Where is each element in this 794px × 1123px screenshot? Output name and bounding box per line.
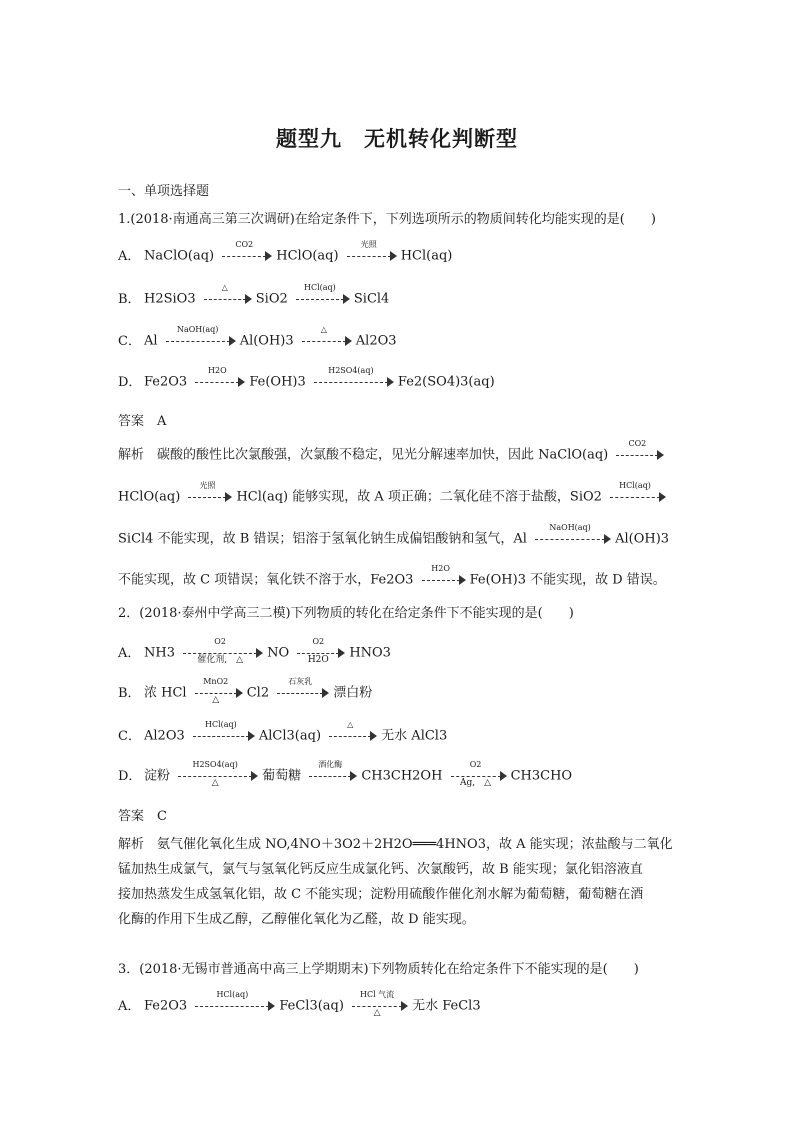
condition: HCl(aq) <box>303 283 336 292</box>
explanation-text: SiCl4 不能实现，故 B 错误；铝溶于氢氧化钠生成偏铝酸钠和氢气，Al <box>118 531 527 547</box>
substance: Al2O3 <box>144 728 185 744</box>
q2-answer: 答案 C <box>118 809 167 824</box>
q1-answer: 答案 A <box>118 414 167 429</box>
reaction-arrow <box>347 240 397 266</box>
substance: HNO3 <box>349 645 391 661</box>
substance: Fe2O3 <box>144 998 188 1014</box>
condition: 催化剂, △ <box>197 655 244 665</box>
condition: NaOH(aq) <box>176 325 219 334</box>
reaction-arrow <box>302 325 352 351</box>
reaction-arrow <box>297 637 345 665</box>
q1-option-b <box>118 283 390 310</box>
condition: H2O <box>208 366 227 375</box>
q2-option-d <box>118 760 573 788</box>
option-label: A． <box>118 248 141 264</box>
condition: HCl(aq) <box>216 990 249 999</box>
q1-stem: 1.(2018·南通高三第三次调研)在给定条件下，下列选项所示的物质间转化均能实现的是( ) <box>118 212 656 227</box>
section-heading: 一、单项选择题 <box>118 184 210 199</box>
substance: Al <box>144 333 158 349</box>
condition: H2O <box>307 655 329 665</box>
option-label: A． <box>118 998 141 1014</box>
condition: △ <box>347 720 354 729</box>
substance: 无水 FeCl3 <box>412 998 481 1014</box>
condition: CO2 <box>628 439 647 448</box>
substance: Al2O3 <box>355 333 397 349</box>
explanation-text: 解析 碳酸的酸性比次氯酸强，次氯酸不稳定，见光分解速率加快，因此 NaClO(aq) <box>118 447 609 463</box>
reaction-arrow <box>616 439 664 465</box>
q1-explanation-line3 <box>118 523 670 550</box>
reaction-arrow <box>329 720 377 746</box>
explanation-text: Al(OH)3 <box>615 531 670 547</box>
explanation-text: 不能实现，故 C 项错误；氧化铁不溶于水，Fe2O3 <box>118 572 414 588</box>
substance: CH3CH2OH <box>361 768 443 784</box>
condition: HCl(aq) <box>204 720 237 729</box>
option-label: C． <box>118 333 141 349</box>
reaction-arrow <box>422 564 466 590</box>
option-label: B． <box>118 685 141 701</box>
substance: Cl2 <box>246 685 270 701</box>
condition: HCl 气流 <box>359 990 395 999</box>
q2-option-b <box>118 677 373 705</box>
condition: 光照 <box>360 240 377 249</box>
condition: NaOH(aq) <box>549 523 591 532</box>
reaction-arrow <box>183 637 263 665</box>
reaction-arrow <box>178 760 258 788</box>
q1-explanation-line2 <box>118 481 670 508</box>
substance: 淀粉 <box>144 768 171 784</box>
condition: HCl(aq) <box>619 481 651 490</box>
explanation-line: 化酶的作用下生成乙醇，乙醇催化氧化为乙醛，故 D 能实现。 <box>118 912 475 927</box>
reaction-arrow <box>204 283 252 309</box>
explanation-line: 解析 氨气催化氧化生成 NO,4NO＋3O2＋2H2O═══4HNO3，故 A 能实现；浓盐酸与二氧化 <box>118 837 673 852</box>
substance: FeCl3(aq) <box>279 998 344 1014</box>
q1-option-c <box>118 325 397 352</box>
reaction-arrow <box>451 760 507 788</box>
condition: △ <box>212 695 220 705</box>
explanation-text: Fe(OH)3 不能实现，故 D 错误。 <box>469 572 666 588</box>
reaction-arrow <box>277 677 329 703</box>
condition: H2O <box>431 564 450 573</box>
q1-explanation-line1 <box>118 439 668 466</box>
condition: H2SO4(aq) <box>192 760 238 769</box>
substance: NO <box>267 645 290 661</box>
q2-option-a <box>118 637 391 665</box>
substance: HCl(aq) <box>400 248 453 264</box>
reaction-arrow <box>195 366 245 392</box>
substance: SiO2 <box>255 291 288 307</box>
condition: 光照 <box>199 481 216 490</box>
condition: H2SO4(aq) <box>328 366 374 375</box>
condition: O2 <box>469 760 482 769</box>
condition: △ <box>211 778 219 788</box>
substance: H2SiO3 <box>144 291 196 307</box>
substance: AlCl3(aq) <box>258 728 322 744</box>
q3-option-a <box>118 990 481 1018</box>
reaction-arrow <box>610 481 666 507</box>
substance: 漂白粉 <box>333 685 373 701</box>
q2-stem: 2．(2018·泰州中学高三二模)下列物质的转化在给定条件下不能实现的是( ) <box>118 606 574 621</box>
q1-option-d <box>118 366 495 393</box>
substance: CH3CHO <box>510 768 573 784</box>
q1-explanation-line4 <box>118 564 666 591</box>
reaction-arrow <box>195 677 243 705</box>
substance: Al(OH)3 <box>239 333 294 349</box>
substance: SiCl4 <box>353 291 390 307</box>
explanation-line: 锰加热生成氯气，氯气与氢氧化钙反应生成氯化钙、次氯酸钙，故 B 能实现；氯化铝溶液直 <box>118 862 643 877</box>
condition: CO2 <box>235 240 254 249</box>
q2-option-c <box>118 720 448 747</box>
reaction-arrow <box>535 523 611 549</box>
substance: Fe(OH)3 <box>249 374 306 390</box>
substance: 葡萄糖 <box>262 768 302 784</box>
explanation-text: HCl(aq) 能够实现，故 A 项正确；二氧化硅不溶于盐酸，SiO2 <box>236 489 602 505</box>
q3-stem: 3．(2018·无锡市普通高中高三上学期期末)下列物质转化在给定条件下不能实现的是( ) <box>118 962 639 977</box>
reaction-arrow <box>222 240 272 266</box>
reaction-arrow <box>352 990 408 1018</box>
q2-explanation <box>118 832 678 932</box>
condition: 石灰乳 <box>288 677 313 686</box>
option-label: C． <box>118 728 141 744</box>
reaction-arrow <box>309 760 357 786</box>
substance: 无水 AlCl3 <box>381 728 448 744</box>
explanation-text: HClO(aq) <box>118 489 181 505</box>
reaction-arrow <box>193 720 255 746</box>
substance: Fe2O3 <box>144 374 188 390</box>
condition: △ <box>373 1008 381 1018</box>
substance: HClO(aq) <box>276 248 339 264</box>
option-label: D． <box>118 768 142 784</box>
substance: 浓 HCl <box>144 685 187 701</box>
substance: Fe2(SO4)3(aq) <box>397 374 495 390</box>
option-label: A． <box>118 645 141 661</box>
reaction-arrow <box>314 366 394 392</box>
condition: O2 <box>312 637 325 646</box>
condition: △ <box>221 283 228 292</box>
condition: O2 <box>214 637 226 646</box>
reaction-arrow <box>188 481 232 507</box>
reaction-arrow <box>166 325 236 351</box>
q1-option-a <box>118 240 453 267</box>
page-title <box>0 123 794 153</box>
explanation-line: 接加热蒸发生成氢氧化铝，故 C 不能实现；淀粉用硫酸作催化剂水解为葡萄糖，葡萄糖在酒 <box>118 887 644 902</box>
title-part1: 题型九 <box>276 127 342 151</box>
reaction-arrow <box>195 990 275 1016</box>
title-part2: 无机转化判断型 <box>364 127 518 151</box>
condition: Ag, △ <box>460 778 492 788</box>
reaction-arrow <box>296 283 350 309</box>
condition: 酒化酶 <box>318 760 343 769</box>
option-label: D． <box>118 374 142 390</box>
substance: NH3 <box>144 645 175 661</box>
condition: △ <box>320 325 327 334</box>
substance: NaClO(aq) <box>144 248 215 264</box>
condition: MnO2 <box>203 677 229 686</box>
option-label: B． <box>118 291 141 307</box>
